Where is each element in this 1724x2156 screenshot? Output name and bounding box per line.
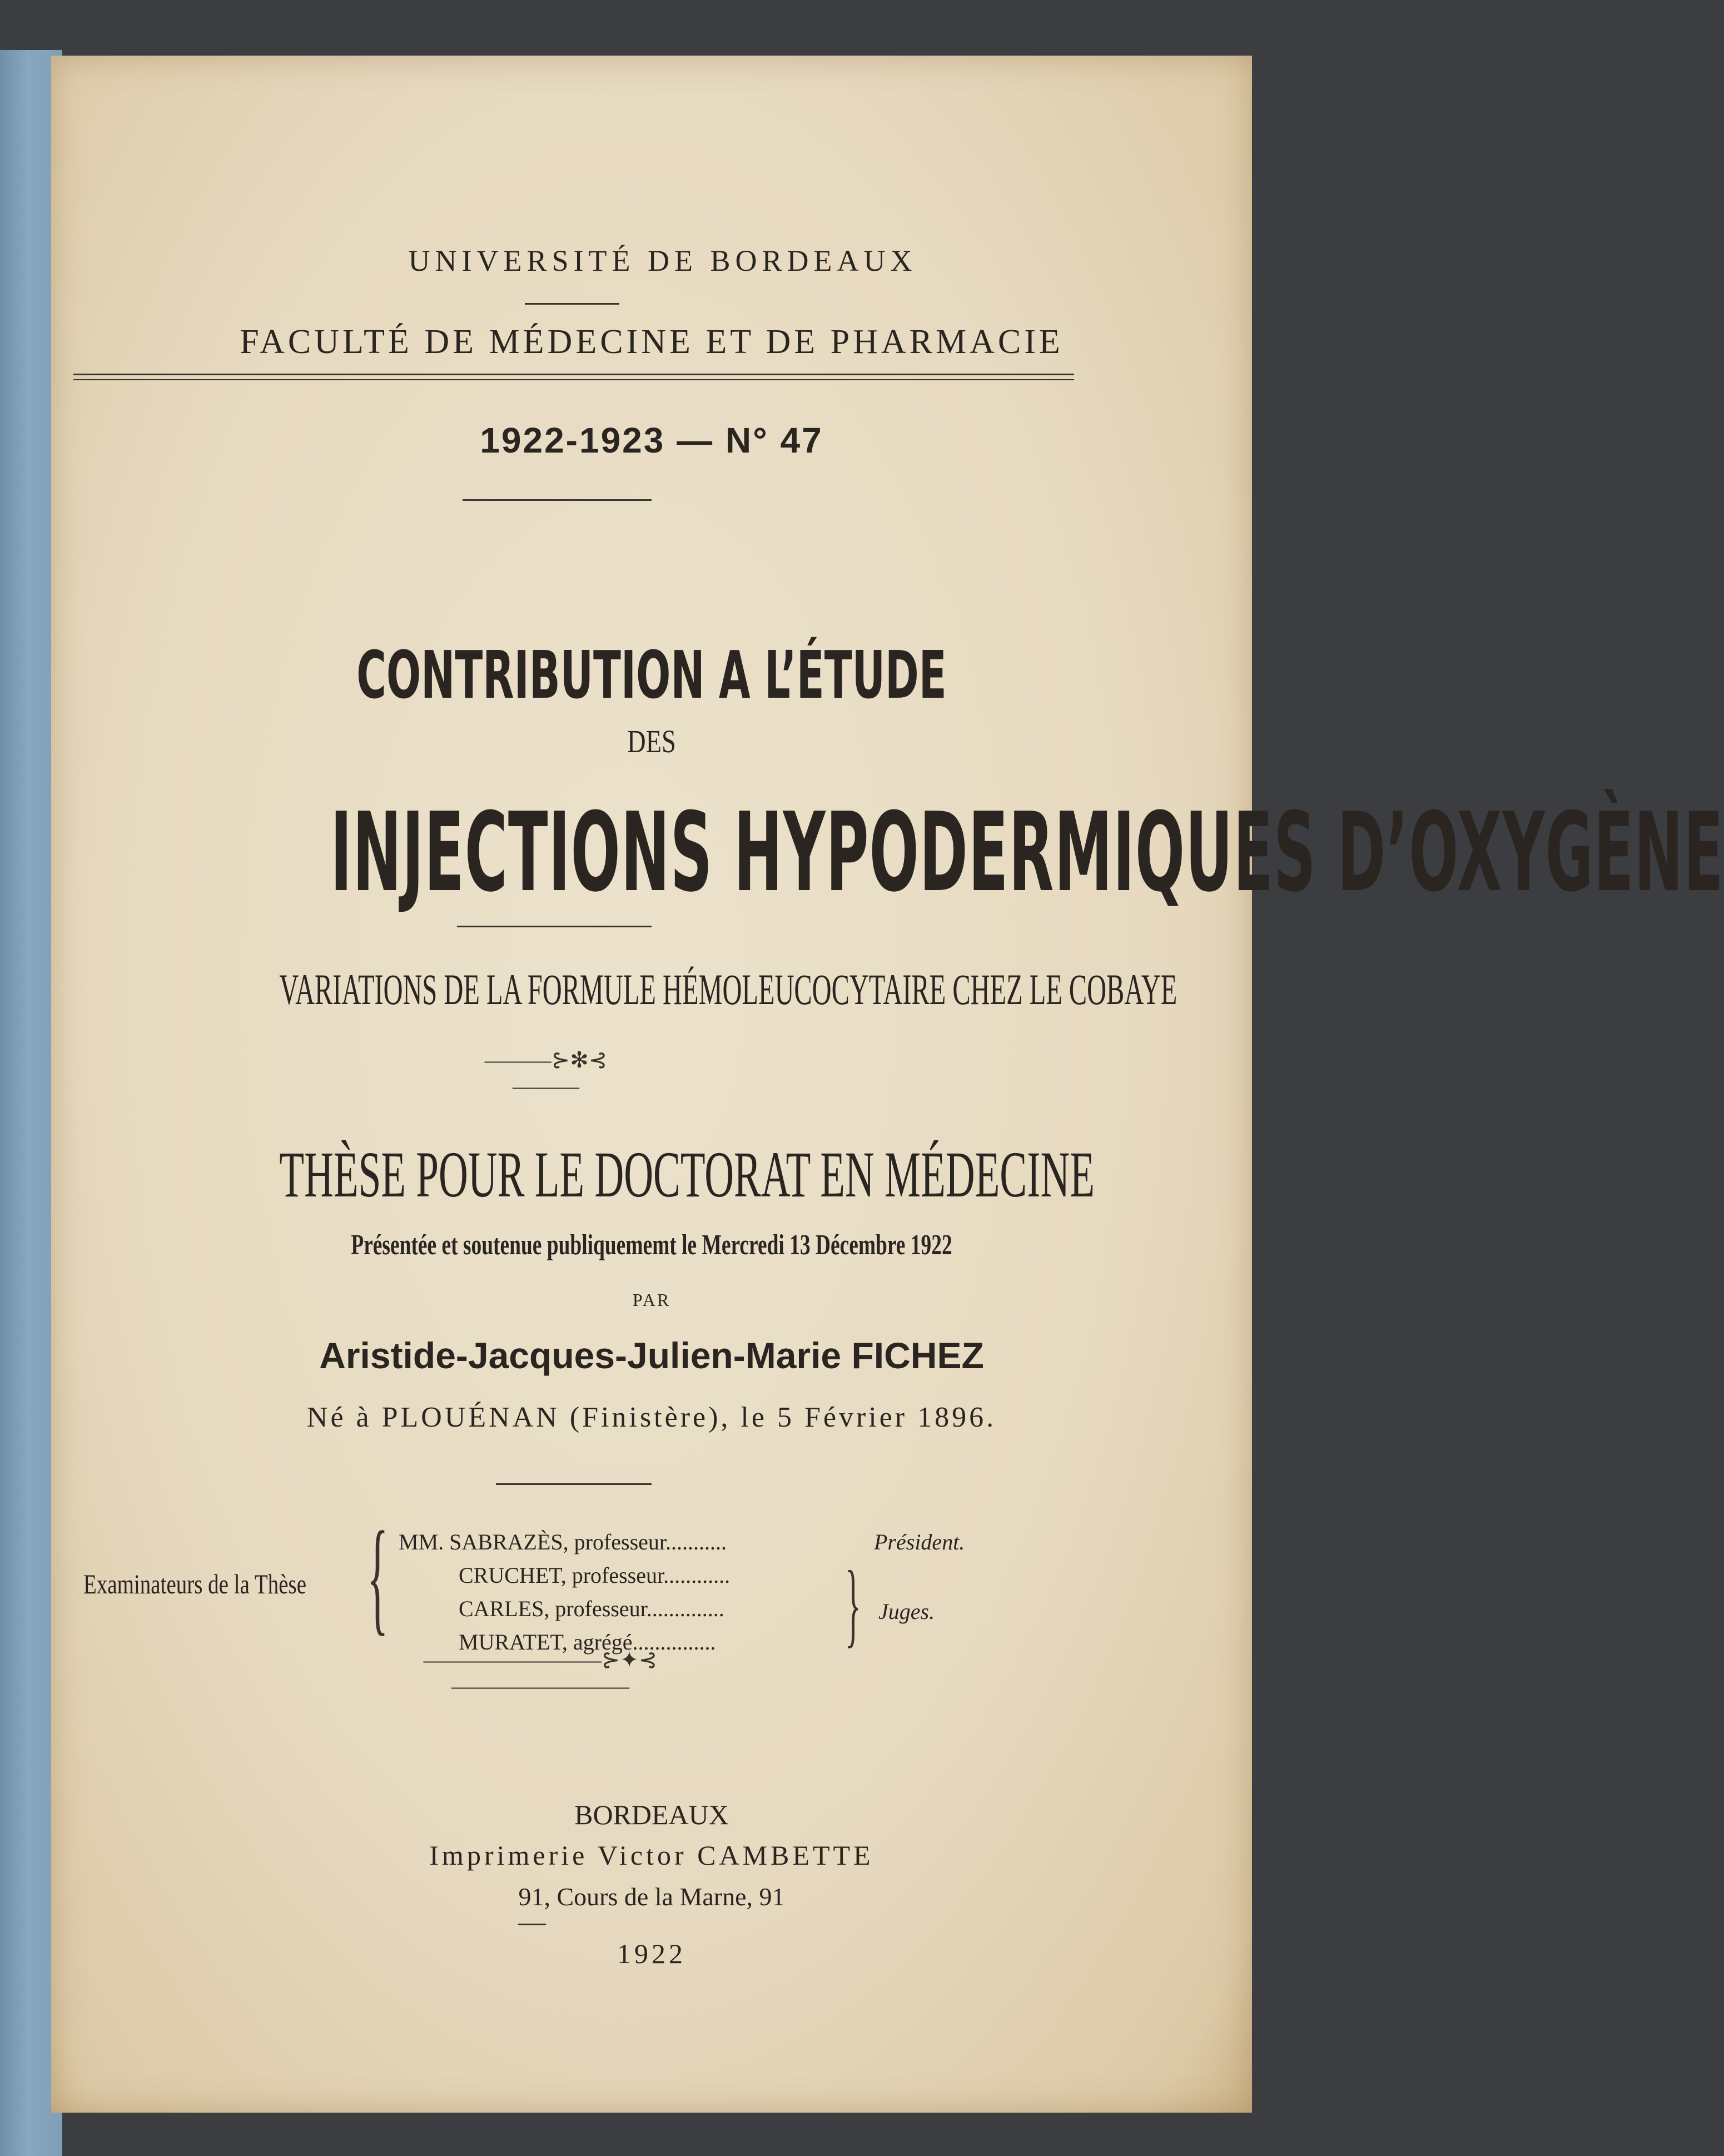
- short-rule-3: [457, 926, 652, 927]
- title-line-2: DES: [627, 723, 676, 759]
- ornament-divider-2: ————————⊱✦⊰————————: [423, 1647, 658, 1698]
- examiners-label: Examinateurs de la Thèse: [83, 1568, 307, 1599]
- birth-line: Né à PLOUÉNAN (Finistère), le 5 Février 1896.: [306, 1402, 997, 1433]
- short-rule-1: [525, 303, 619, 305]
- left-brace: {: [367, 1505, 389, 1647]
- imprint-city: BORDEAUX: [574, 1799, 729, 1830]
- examiner-2: CRUCHET, professeur............: [459, 1563, 731, 1588]
- examiner-1: MM. SABRAZÈS, professeur...........: [399, 1529, 727, 1554]
- university-heading: UNIVERSITÉ DE BORDEAUX: [408, 244, 917, 277]
- main-title: INJECTIONS HYPODERMIQUES D’OXYGÈNE: [330, 789, 1724, 916]
- double-rule-bottom: [73, 379, 1074, 380]
- examiner-3: CARLES, professeur..............: [459, 1596, 724, 1621]
- author-name: Aristide-Jacques-Julien-Marie FICHEZ: [319, 1335, 984, 1376]
- right-brace: }: [845, 1552, 861, 1656]
- short-rule-2: [463, 499, 652, 501]
- imprint-address: 91, Cours de la Marne, 91: [518, 1882, 785, 1911]
- juges-label: Juges.: [878, 1599, 935, 1624]
- faculty-heading: FACULTÉ DE MÉDECINE ET DE PHARMACIE: [240, 323, 1064, 361]
- short-rule-4: [496, 1483, 652, 1485]
- presentation-line: Présentée et soutenue publiquememt le Mercredi 13 Décembre 1922: [351, 1229, 952, 1261]
- title-line-1: CONTRIBUTION A L’ÉTUDE: [356, 637, 947, 713]
- title-page: [51, 56, 1724, 2113]
- short-rule-5: [518, 1924, 546, 1925]
- thesis-heading: THÈSE POUR LE DOCTORAT EN MÉDECINE: [279, 1138, 1095, 1211]
- subtitle: VARIATIONS DE LA FORMULE HÉMOLEUCOCYTAIRE CHEZ LE COBAYE: [279, 965, 1178, 1014]
- examiner-4: MURATET, agrégé...............: [459, 1630, 716, 1655]
- imprint-year: 1922: [617, 1938, 686, 1969]
- double-rule-top: [73, 374, 1074, 375]
- president-label: Président.: [874, 1529, 965, 1554]
- par-label: PAR: [632, 1290, 671, 1310]
- imprint-printer: Imprimerie Victor CAMBETTE: [429, 1840, 874, 1871]
- year-and-number: 1922-1923 — N° 47: [480, 420, 823, 460]
- ornament-divider-1: ———⊱✻⊰———: [484, 1047, 608, 1099]
